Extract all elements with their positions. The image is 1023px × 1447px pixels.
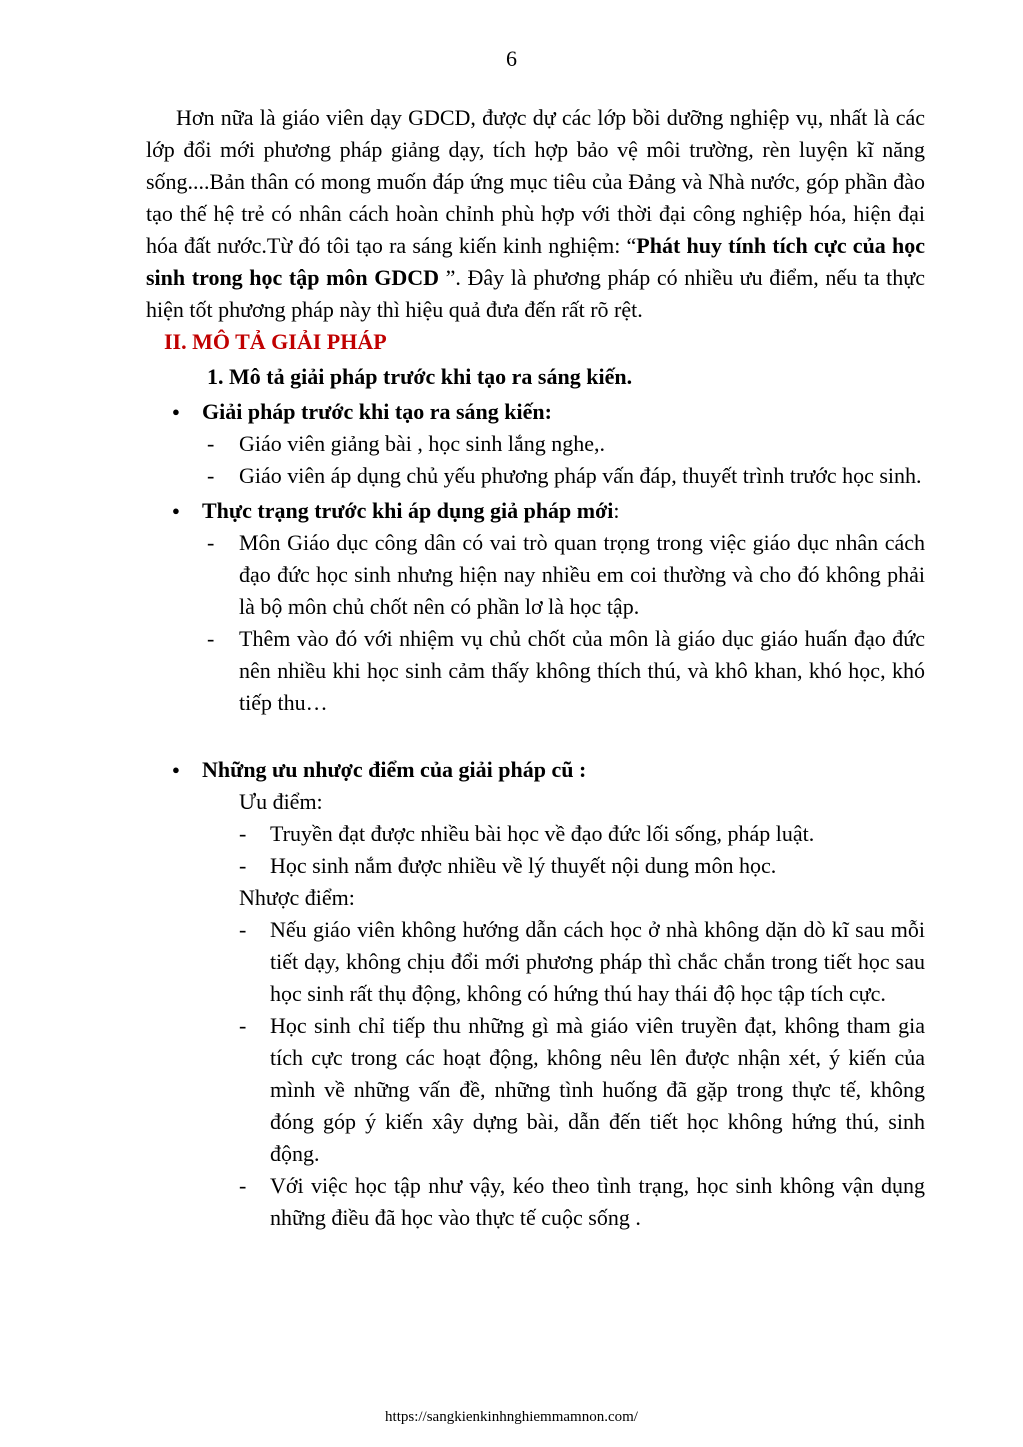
dash-marker: - <box>239 1013 247 1038</box>
list-item: - Giáo viên áp dụng chủ yếu phương pháp vấn đáp, thuyết trình trước học sinh. <box>146 460 925 492</box>
section-heading: II. MÔ TẢ GIẢI PHÁP <box>164 329 387 354</box>
subsection-heading: 1. Mô tả giải pháp trước khi tạo ra sáng kiến. <box>207 364 633 389</box>
list-item: - Với việc học tập như vậy, kéo theo tình trạng, học sinh không vận dụng những điều đã học vào thực tế cuộc sống . <box>146 1170 925 1234</box>
spacer <box>146 719 925 751</box>
bullet-heading-prior-solution: ● Giải pháp trước khi tạo ra sáng kiến: <box>146 396 925 428</box>
intro-paragraph <box>146 102 925 326</box>
cons-label: Nhược điểm: <box>239 885 355 910</box>
bullet-heading-current-state: ● Thực trạng trước khi áp dụng giả pháp mới: <box>146 495 925 527</box>
dash-marker: - <box>207 626 215 651</box>
document-body <box>146 102 925 1234</box>
list-item: - Truyền đạt được nhiều bài học về đạo đức lối sống, pháp luật. <box>146 818 925 850</box>
intro-text-end: ”. Đây là phương pháp có nhiều ưu điểm, nếu ta thực hiện tốt phương pháp này thì hiệu quả đưa đến rất rõ rệt. <box>146 265 925 322</box>
dash-marker: - <box>207 463 215 488</box>
list-item: - Giáo viên giảng bài , học sinh lắng nghe,. <box>146 428 925 460</box>
dash-marker: - <box>207 530 215 555</box>
initiative-title: Phát huy tính tích cực của học sinh trong học tập môn GDCD <box>146 233 925 290</box>
list-item: - Học sinh nắm được nhiều về lý thuyết nội dung môn học. <box>146 850 925 882</box>
list-item: - Môn Giáo dục công dân có vai trò quan trọng trong việc giáo dục nhân cách đạo đức học sinh nhưng hiện nay nhiều em coi thường và cho đó không phải là bộ môn chủ chốt nên có phần lơ là học tập. <box>146 527 925 623</box>
list-item: - Nếu giáo viên không hướng dẫn cách học ở nhà không dặn dò kĩ sau mỗi tiết dạy, không chịu đổi mới phương pháp thì chắc chắn trong tiết học sau học sinh rất thụ động, không có hứng thú hay thái độ học tập tích cực. <box>146 914 925 1010</box>
page-number: 6 <box>506 46 517 71</box>
dash-marker: - <box>239 1173 247 1198</box>
intro-text: Hơn nữa là giáo viên dạy GDCD, được dự các lớp bồi dưỡng nghiệp vụ, nhất là các lớp đổi mới phương pháp giảng dạy, tích hợp bảo vệ môi trường, rèn luyện kĩ năng sống....Bản thân có mong muốn đáp ứng mục tiêu của Đảng và Nhà nước, góp phần đào tạo thế hệ trẻ có nhân cách hoàn chỉnh phù hợp với thời đại công nghiệp hóa, hiện đại hóa đất nước.Từ đó tôi tạo ra sáng kiến kinh nghiệm: “ <box>146 105 925 258</box>
pros-label: Ưu điểm: <box>239 789 323 814</box>
dash-marker: - <box>239 853 247 878</box>
dash-marker: - <box>239 821 247 846</box>
dash-marker: - <box>239 917 247 942</box>
bullet-heading-pros-cons: ● Những ưu nhược điểm của giải pháp cũ : <box>146 754 925 786</box>
footer-url: https://sangkienkinhnghiemmamnon.com/ <box>385 1409 638 1425</box>
list-item: - Học sinh chỉ tiếp thu những gì mà giáo viên truyền đạt, không tham gia tích cực trong các hoạt động, không nêu lên được nhận xét, ý kiến của mình về những vấn đề, những tình huống đã gặp trong thực tế, không đóng góp ý kiến xây dựng bài, dẫn đến tiết học không hứng thú, sinh động. <box>146 1010 925 1170</box>
dash-marker: - <box>207 431 215 456</box>
list-item: - Thêm vào đó với nhiệm vụ chủ chốt của môn là giáo dục giáo huấn đạo đức nên nhiều khi học sinh cảm thấy không thích thú, và khô khan, khó học, khó tiếp thu… <box>146 623 925 719</box>
